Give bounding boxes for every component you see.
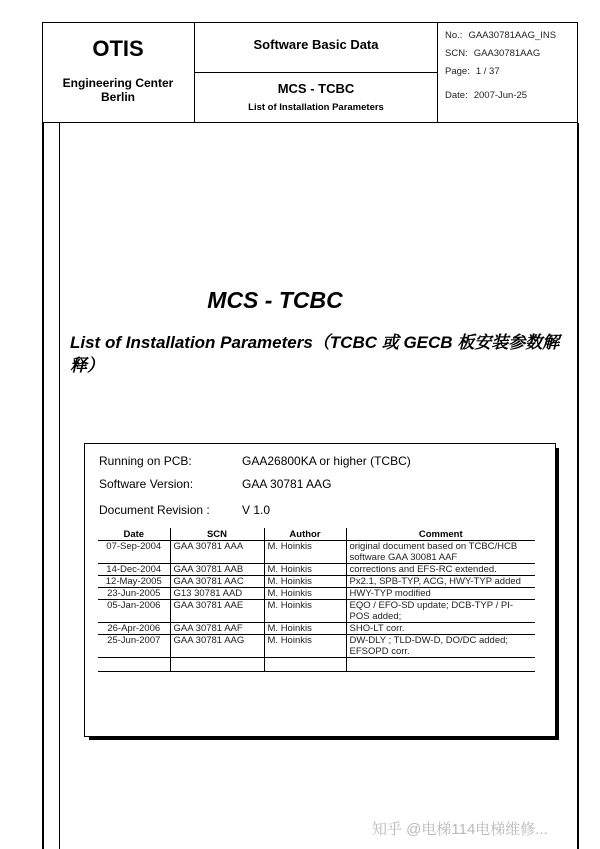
revision-scn: GAA 30781 AAE <box>170 600 264 623</box>
revision-scn: GAA 30781 AAA <box>170 541 264 564</box>
revision-table <box>98 528 535 672</box>
meta-number-value: GAA30781AAG_INS <box>468 30 557 41</box>
table-row <box>98 576 535 588</box>
pcb-value: GAA26800KA or higher (TCBC) <box>242 454 411 468</box>
revision-date: 12-May-2005 <box>98 576 170 588</box>
header-divider <box>437 22 438 123</box>
revision-comment: original document based on TCBC/HCB software GAA 30081 AAF <box>346 541 535 564</box>
column-header: Comment <box>346 528 535 541</box>
table-row <box>98 588 535 600</box>
page-border-left <box>42 123 44 849</box>
empty-cell <box>98 658 170 672</box>
table-row <box>98 635 535 658</box>
department-name: Engineering Center <box>62 76 174 90</box>
revision-date: 23-Jun-2005 <box>98 588 170 600</box>
revision-comment: HWY-TYP modified <box>346 588 535 600</box>
revision-date: 25-Jun-2007 <box>98 635 170 658</box>
revision-scn: GAA 30781 AAF <box>170 623 264 635</box>
empty-cell <box>346 658 535 672</box>
meta-date-value: 2007-Jun-25 <box>473 90 528 101</box>
column-header: SCN <box>170 528 264 541</box>
meta-date-label: Date: <box>445 90 468 101</box>
document-type: Software Basic Data <box>253 37 379 52</box>
document-revision-value: V 1.0 <box>242 503 271 517</box>
company-name: OTIS <box>92 36 144 61</box>
revision-comment: SHO-LT corr. <box>346 623 535 635</box>
meta-page <box>445 66 500 77</box>
product-name: MCS - TCBC <box>277 81 355 96</box>
document-subtitle: List of Installation Parameters（TCBC 或 GECB 板安装参数解释） <box>70 333 560 375</box>
meta-scn <box>445 48 540 59</box>
meta-date <box>445 90 527 101</box>
revision-comment: corrections and EFS-RC extended. <box>346 564 535 576</box>
revision-comment: Px2.1, SPB-TYP, ACG, HWY-TYP added <box>346 576 535 588</box>
header-divider <box>195 72 437 73</box>
revision-date: 07-Sep-2004 <box>98 541 170 564</box>
document-subject: List of Installation Parameters <box>248 102 384 113</box>
revision-author: M. Hoinkis <box>264 600 346 623</box>
empty-cell <box>264 658 346 672</box>
company-department <box>42 76 194 104</box>
empty-cell <box>170 658 264 672</box>
table-row-empty <box>98 658 535 672</box>
revision-scn: GAA 30781 AAB <box>170 564 264 576</box>
software-version-label: Software Version: <box>99 477 194 491</box>
column-header: Date <box>98 528 170 541</box>
revision-author: M. Hoinkis <box>264 576 346 588</box>
column-header: Author <box>264 528 346 541</box>
table-row <box>98 623 535 635</box>
revision-scn: GAA 30781 AAC <box>170 576 264 588</box>
table-row <box>98 541 535 564</box>
meta-number <box>445 30 556 41</box>
watermark: 知乎 @电梯114电梯维修... <box>372 821 548 838</box>
revision-comment: EQO / EFO-SD update; DCB-TYP / PI-POS added; <box>346 600 535 623</box>
meta-page-value: 1 / 37 <box>475 66 500 77</box>
table-row <box>98 564 535 576</box>
revision-author: M. Hoinkis <box>264 564 346 576</box>
software-version-value: GAA 30781 AAG <box>242 477 332 491</box>
meta-scn-label: SCN: <box>445 48 468 59</box>
revision-scn: G13 30781 AAD <box>170 588 264 600</box>
revision-author: M. Hoinkis <box>264 588 346 600</box>
document-title: MCS - TCBC <box>207 287 343 313</box>
page-border-right <box>577 123 579 849</box>
meta-scn-value: GAA30781AAG <box>473 48 541 59</box>
revision-author: M. Hoinkis <box>264 635 346 658</box>
table-header-row <box>98 528 535 541</box>
revision-author: M. Hoinkis <box>264 541 346 564</box>
revision-comment: DW-DLY ; TLD-DW-D, DO/DC added; EFSOPD corr. <box>346 635 535 658</box>
revision-date: 14-Dec-2004 <box>98 564 170 576</box>
revision-date: 05-Jan-2006 <box>98 600 170 623</box>
document-revision-label: Document Revision : <box>99 503 210 517</box>
department-city: Berlin <box>100 90 135 104</box>
pcb-label: Running on PCB: <box>99 454 192 468</box>
table-row <box>98 600 535 623</box>
meta-page-label: Page: <box>445 66 470 77</box>
meta-number-label: No.: <box>445 30 463 41</box>
revision-date: 26-Apr-2006 <box>98 623 170 635</box>
margin-line <box>59 123 60 849</box>
revision-author: M. Hoinkis <box>264 623 346 635</box>
revision-scn: GAA 30781 AAG <box>170 635 264 658</box>
